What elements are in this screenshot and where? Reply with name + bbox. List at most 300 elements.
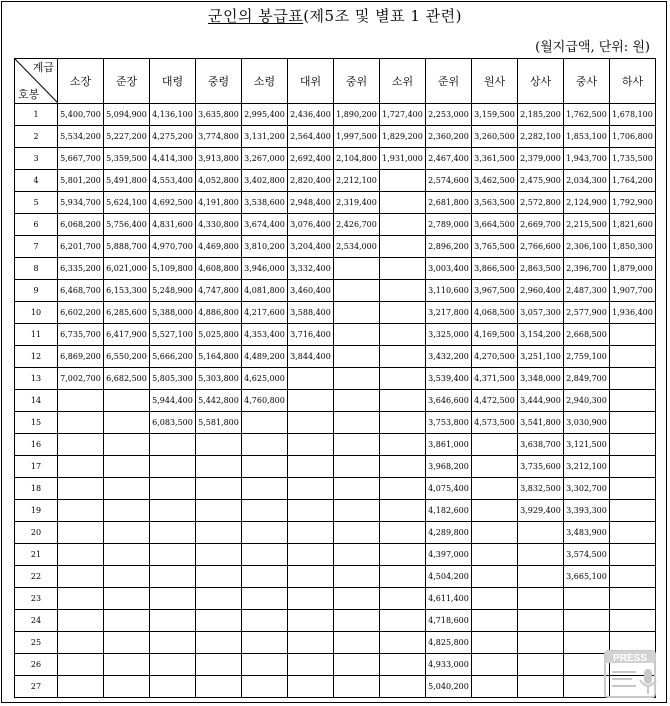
- rank-header: 소령: [242, 59, 288, 104]
- pay-cell: 5,888,700: [104, 236, 150, 258]
- pay-cell: 3,260,500: [472, 126, 518, 148]
- pay-cell: 1,829,200: [380, 126, 426, 148]
- pay-cell: 4,553,400: [150, 170, 196, 192]
- table-row: [15, 676, 656, 698]
- pay-cell: [104, 500, 150, 522]
- pay-cell: [334, 500, 380, 522]
- pay-cell: [196, 610, 242, 632]
- pay-cell: [104, 522, 150, 544]
- pay-cell: [334, 610, 380, 632]
- pay-cell: [380, 280, 426, 302]
- table-row: [15, 456, 656, 478]
- pay-cell: [58, 500, 104, 522]
- pay-cell: 3,716,400: [288, 324, 334, 346]
- pay-cell: 1,879,000: [610, 258, 656, 280]
- pay-cell: [150, 588, 196, 610]
- pay-cell: [288, 544, 334, 566]
- pay-cell: [58, 522, 104, 544]
- step-cell: 18: [15, 478, 58, 500]
- step-cell: 3: [15, 148, 58, 170]
- pay-cell: [288, 368, 334, 390]
- pay-cell: 2,487,300: [564, 280, 610, 302]
- pay-cell: [610, 610, 656, 632]
- pay-cell: 5,527,100: [150, 324, 196, 346]
- pay-cell: 3,635,800: [196, 104, 242, 126]
- table-row: [15, 192, 656, 214]
- pay-cell: [380, 456, 426, 478]
- pay-cell: 4,933,000: [426, 654, 472, 676]
- pay-cell: [564, 676, 610, 698]
- pay-cell: 2,436,400: [288, 104, 334, 126]
- step-cell: 9: [15, 280, 58, 302]
- pay-cell: [150, 522, 196, 544]
- table-row: [15, 412, 656, 434]
- pay-cell: 3,076,400: [288, 214, 334, 236]
- header-row: [15, 59, 656, 104]
- pay-cell: [518, 566, 564, 588]
- step-cell: 27: [15, 676, 58, 698]
- pay-cell: [564, 610, 610, 632]
- pay-cell: [242, 654, 288, 676]
- pay-cell: [334, 566, 380, 588]
- pay-cell: [380, 500, 426, 522]
- pay-cell: 3,348,000: [518, 368, 564, 390]
- pay-cell: 5,094,900: [104, 104, 150, 126]
- table-row: [15, 654, 656, 676]
- pay-cell: 3,131,200: [242, 126, 288, 148]
- pay-cell: 3,574,500: [564, 544, 610, 566]
- pay-cell: 1,735,500: [610, 148, 656, 170]
- pay-cell: [150, 654, 196, 676]
- pay-cell: [58, 588, 104, 610]
- pay-cell: 3,462,500: [472, 170, 518, 192]
- pay-cell: [104, 544, 150, 566]
- pay-cell: [564, 632, 610, 654]
- pay-cell: 5,164,800: [196, 346, 242, 368]
- pay-cell: 3,267,000: [242, 148, 288, 170]
- pay-cell: 2,319,400: [334, 192, 380, 214]
- step-cell: 14: [15, 390, 58, 412]
- pay-cell: 4,760,800: [242, 390, 288, 412]
- pay-cell: 6,021,000: [104, 258, 150, 280]
- corner-rank-label: 계급: [32, 61, 54, 74]
- pay-cell: 2,948,400: [288, 192, 334, 214]
- pay-cell: [196, 654, 242, 676]
- pay-cell: 3,913,800: [196, 148, 242, 170]
- step-cell: 10: [15, 302, 58, 324]
- pay-cell: 4,081,800: [242, 280, 288, 302]
- pay-cell: 6,068,200: [58, 214, 104, 236]
- pay-cell: 3,844,400: [288, 346, 334, 368]
- rank-header: 원사: [472, 59, 518, 104]
- pay-cell: [380, 588, 426, 610]
- pay-cell: 3,861,000: [426, 434, 472, 456]
- pay-cell: 1,727,400: [380, 104, 426, 126]
- pay-cell: 4,075,400: [426, 478, 472, 500]
- pay-table: [14, 58, 656, 698]
- pay-cell: [518, 522, 564, 544]
- pay-cell: 1,762,500: [564, 104, 610, 126]
- pay-cell: [334, 522, 380, 544]
- pay-cell: [334, 324, 380, 346]
- pay-cell: 5,491,800: [104, 170, 150, 192]
- pay-cell: [150, 478, 196, 500]
- pay-cell: [610, 346, 656, 368]
- pay-cell: 4,371,500: [472, 368, 518, 390]
- pay-cell: 4,970,700: [150, 236, 196, 258]
- pay-cell: 4,573,500: [472, 412, 518, 434]
- pay-cell: 1,678,100: [610, 104, 656, 126]
- pay-cell: [104, 390, 150, 412]
- pay-cell: 2,849,700: [564, 368, 610, 390]
- pay-cell: 3,753,800: [426, 412, 472, 434]
- pay-cell: 3,393,300: [564, 500, 610, 522]
- pay-cell: [196, 500, 242, 522]
- pay-cell: 4,182,600: [426, 500, 472, 522]
- pay-cell: 3,539,400: [426, 368, 472, 390]
- pay-cell: 1,890,200: [334, 104, 380, 126]
- step-cell: 7: [15, 236, 58, 258]
- table-row: [15, 280, 656, 302]
- pay-cell: 3,929,400: [518, 500, 564, 522]
- pay-cell: 6,468,700: [58, 280, 104, 302]
- pay-cell: [380, 676, 426, 698]
- pay-cell: [334, 676, 380, 698]
- pay-cell: [58, 654, 104, 676]
- pay-cell: 4,275,200: [150, 126, 196, 148]
- pay-cell: 3,402,800: [242, 170, 288, 192]
- rank-header: 대령: [150, 59, 196, 104]
- pay-cell: [58, 456, 104, 478]
- pay-cell: [242, 412, 288, 434]
- pay-cell: [472, 434, 518, 456]
- pay-cell: [288, 478, 334, 500]
- pay-cell: 3,204,400: [288, 236, 334, 258]
- pay-cell: 1,792,900: [610, 192, 656, 214]
- table-row: [15, 478, 656, 500]
- pay-cell: [242, 676, 288, 698]
- pay-cell: 5,801,200: [58, 170, 104, 192]
- pay-cell: [564, 588, 610, 610]
- pay-cell: [380, 390, 426, 412]
- pay-cell: [288, 610, 334, 632]
- pay-cell: 4,397,000: [426, 544, 472, 566]
- pay-cell: 3,121,500: [564, 434, 610, 456]
- pay-cell: [472, 544, 518, 566]
- pay-cell: 2,360,200: [426, 126, 472, 148]
- step-cell: 6: [15, 214, 58, 236]
- pay-cell: [288, 434, 334, 456]
- pay-cell: [472, 676, 518, 698]
- pay-cell: 5,248,900: [150, 280, 196, 302]
- pay-cell: 2,215,500: [564, 214, 610, 236]
- pay-cell: [518, 544, 564, 566]
- pay-cell: [610, 412, 656, 434]
- pay-cell: 6,682,500: [104, 368, 150, 390]
- pay-cell: 2,572,800: [518, 192, 564, 214]
- pay-cell: 1,936,400: [610, 302, 656, 324]
- pay-cell: [242, 632, 288, 654]
- table-row: [15, 324, 656, 346]
- pay-cell: 2,564,400: [288, 126, 334, 148]
- pay-cell: [564, 654, 610, 676]
- table-row: [15, 588, 656, 610]
- pay-cell: [610, 368, 656, 390]
- pay-cell: [334, 478, 380, 500]
- pay-cell: 3,217,800: [426, 302, 472, 324]
- pay-cell: 5,624,100: [104, 192, 150, 214]
- pay-cell: 4,472,500: [472, 390, 518, 412]
- pay-cell: [380, 346, 426, 368]
- pay-cell: 3,866,500: [472, 258, 518, 280]
- step-cell: 1: [15, 104, 58, 126]
- pay-cell: 6,550,200: [104, 346, 150, 368]
- pay-cell: 2,940,300: [564, 390, 610, 412]
- pay-cell: [288, 566, 334, 588]
- pay-cell: [150, 566, 196, 588]
- pay-cell: 4,625,000: [242, 368, 288, 390]
- pay-cell: [196, 522, 242, 544]
- table-row: [15, 632, 656, 654]
- pay-cell: 5,934,700: [58, 192, 104, 214]
- pay-cell: 2,789,000: [426, 214, 472, 236]
- pay-cell: [472, 610, 518, 632]
- pay-cell: 3,810,200: [242, 236, 288, 258]
- pay-cell: [380, 566, 426, 588]
- pay-cell: 3,664,500: [472, 214, 518, 236]
- pay-cell: [334, 280, 380, 302]
- step-cell: 16: [15, 434, 58, 456]
- pay-cell: [242, 544, 288, 566]
- pay-cell: 4,692,500: [150, 192, 196, 214]
- pay-cell: 3,432,200: [426, 346, 472, 368]
- pay-cell: [104, 412, 150, 434]
- pay-cell: 3,325,000: [426, 324, 472, 346]
- pay-cell: [334, 346, 380, 368]
- pay-cell: 4,831,600: [150, 214, 196, 236]
- pay-cell: 3,541,800: [518, 412, 564, 434]
- pay-cell: 1,907,700: [610, 280, 656, 302]
- pay-cell: 6,417,900: [104, 324, 150, 346]
- pay-cell: 2,574,600: [426, 170, 472, 192]
- pay-cell: 5,303,800: [196, 368, 242, 390]
- pay-cell: 3,967,500: [472, 280, 518, 302]
- title-main: 군인의 봉급표: [207, 7, 304, 25]
- pay-cell: 2,766,600: [518, 236, 564, 258]
- pay-cell: 4,747,800: [196, 280, 242, 302]
- pay-cell: 2,212,100: [334, 170, 380, 192]
- step-cell: 5: [15, 192, 58, 214]
- pay-cell: [472, 588, 518, 610]
- pay-cell: [610, 522, 656, 544]
- pay-cell: [380, 368, 426, 390]
- pay-cell: 2,379,000: [518, 148, 564, 170]
- corner-step-label: 호봉: [18, 88, 40, 101]
- pay-cell: [610, 500, 656, 522]
- pay-cell: [610, 324, 656, 346]
- pay-cell: [104, 632, 150, 654]
- pay-cell: [150, 434, 196, 456]
- pay-cell: [150, 632, 196, 654]
- pay-cell: 6,869,200: [58, 346, 104, 368]
- pay-cell: 2,104,800: [334, 148, 380, 170]
- pay-cell: 4,330,800: [196, 214, 242, 236]
- pay-cell: 4,068,500: [472, 302, 518, 324]
- pay-cell: [58, 632, 104, 654]
- pay-cell: 2,475,900: [518, 170, 564, 192]
- pay-cell: [58, 544, 104, 566]
- pay-cell: 5,667,700: [58, 148, 104, 170]
- pay-cell: [380, 610, 426, 632]
- pay-cell: [472, 566, 518, 588]
- pay-cell: [472, 456, 518, 478]
- pay-cell: 3,774,800: [196, 126, 242, 148]
- pay-cell: 1,850,300: [610, 236, 656, 258]
- pay-cell: 4,718,600: [426, 610, 472, 632]
- pay-cell: 2,577,900: [564, 302, 610, 324]
- pay-cell: [610, 566, 656, 588]
- pay-cell: [150, 676, 196, 698]
- step-cell: 8: [15, 258, 58, 280]
- pay-cell: [242, 456, 288, 478]
- pay-cell: 3,538,600: [242, 192, 288, 214]
- pay-cell: 5,025,800: [196, 324, 242, 346]
- pay-cell: [472, 632, 518, 654]
- pay-cell: [196, 544, 242, 566]
- pay-cell: 2,124,900: [564, 192, 610, 214]
- pay-cell: [288, 456, 334, 478]
- pay-cell: [518, 654, 564, 676]
- pay-cell: 4,414,300: [150, 148, 196, 170]
- rank-header: 하사: [610, 59, 656, 104]
- pay-cell: 3,110,600: [426, 280, 472, 302]
- pay-cell: 3,057,300: [518, 302, 564, 324]
- pay-cell: 5,040,200: [426, 676, 472, 698]
- pay-cell: [242, 566, 288, 588]
- pay-cell: [380, 192, 426, 214]
- pay-cell: [58, 566, 104, 588]
- pay-cell: 7,002,700: [58, 368, 104, 390]
- pay-cell: 1,943,700: [564, 148, 610, 170]
- step-cell: 20: [15, 522, 58, 544]
- step-cell: 13: [15, 368, 58, 390]
- table-row: [15, 500, 656, 522]
- pay-cell: [380, 170, 426, 192]
- step-cell: 12: [15, 346, 58, 368]
- pay-cell: [380, 236, 426, 258]
- pay-cell: [288, 500, 334, 522]
- pay-cell: [104, 610, 150, 632]
- pay-cell: [150, 500, 196, 522]
- pay-cell: 5,666,200: [150, 346, 196, 368]
- pay-cell: [380, 478, 426, 500]
- pay-cell: 2,306,100: [564, 236, 610, 258]
- pay-cell: 2,253,000: [426, 104, 472, 126]
- table-row: [15, 170, 656, 192]
- table-row: [15, 258, 656, 280]
- corner-header: [15, 59, 58, 104]
- pay-cell: 2,426,700: [334, 214, 380, 236]
- pay-cell: 5,109,800: [150, 258, 196, 280]
- pay-cell: [610, 478, 656, 500]
- pay-cell: 4,608,800: [196, 258, 242, 280]
- pay-cell: [288, 588, 334, 610]
- pay-cell: [104, 654, 150, 676]
- pay-cell: 2,960,400: [518, 280, 564, 302]
- step-cell: 25: [15, 632, 58, 654]
- step-cell: 22: [15, 566, 58, 588]
- pay-cell: [380, 434, 426, 456]
- pay-cell: [104, 588, 150, 610]
- pay-cell: [58, 390, 104, 412]
- pay-cell: 2,759,100: [564, 346, 610, 368]
- pay-cell: 4,191,800: [196, 192, 242, 214]
- pay-cell: 6,083,500: [150, 412, 196, 434]
- pay-cell: 3,251,100: [518, 346, 564, 368]
- pay-cell: 6,153,300: [104, 280, 150, 302]
- pay-cell: 1,931,000: [380, 148, 426, 170]
- pay-cell: [196, 566, 242, 588]
- pay-cell: [150, 544, 196, 566]
- press-watermark-text: PRESS: [613, 653, 647, 664]
- pay-cell: 5,805,300: [150, 368, 196, 390]
- table-row: [15, 522, 656, 544]
- pay-cell: 1,821,600: [610, 214, 656, 236]
- pay-cell: 1,706,800: [610, 126, 656, 148]
- step-cell: 24: [15, 610, 58, 632]
- pay-cell: 3,563,500: [472, 192, 518, 214]
- pay-cell: [334, 654, 380, 676]
- pay-cell: 3,588,400: [288, 302, 334, 324]
- pay-cell: 4,217,600: [242, 302, 288, 324]
- pay-cell: [288, 676, 334, 698]
- pay-cell: [518, 676, 564, 698]
- step-cell: 2: [15, 126, 58, 148]
- pay-cell: [104, 456, 150, 478]
- pay-cell: [472, 478, 518, 500]
- table-row: [15, 302, 656, 324]
- pay-cell: 3,735,600: [518, 456, 564, 478]
- rank-header: 준위: [426, 59, 472, 104]
- pay-cell: 2,467,400: [426, 148, 472, 170]
- pay-cell: 3,832,500: [518, 478, 564, 500]
- pay-cell: [518, 632, 564, 654]
- step-cell: 26: [15, 654, 58, 676]
- step-cell: 17: [15, 456, 58, 478]
- pay-cell: 4,825,800: [426, 632, 472, 654]
- pay-cell: [288, 632, 334, 654]
- pay-cell: 2,995,400: [242, 104, 288, 126]
- pay-cell: 3,332,400: [288, 258, 334, 280]
- pay-cell: [58, 610, 104, 632]
- pay-cell: [334, 544, 380, 566]
- pay-cell: [380, 214, 426, 236]
- pay-cell: 3,030,900: [564, 412, 610, 434]
- pay-cell: [58, 676, 104, 698]
- pay-cell: 3,765,500: [472, 236, 518, 258]
- table-row: [15, 104, 656, 126]
- pay-cell: 3,638,700: [518, 434, 564, 456]
- table-row: [15, 434, 656, 456]
- pay-cell: [380, 412, 426, 434]
- pay-cell: 3,444,900: [518, 390, 564, 412]
- pay-cell: 4,353,400: [242, 324, 288, 346]
- pay-cell: [196, 588, 242, 610]
- pay-cell: [242, 500, 288, 522]
- pay-cell: [334, 632, 380, 654]
- pay-cell: [472, 500, 518, 522]
- pay-cell: [58, 478, 104, 500]
